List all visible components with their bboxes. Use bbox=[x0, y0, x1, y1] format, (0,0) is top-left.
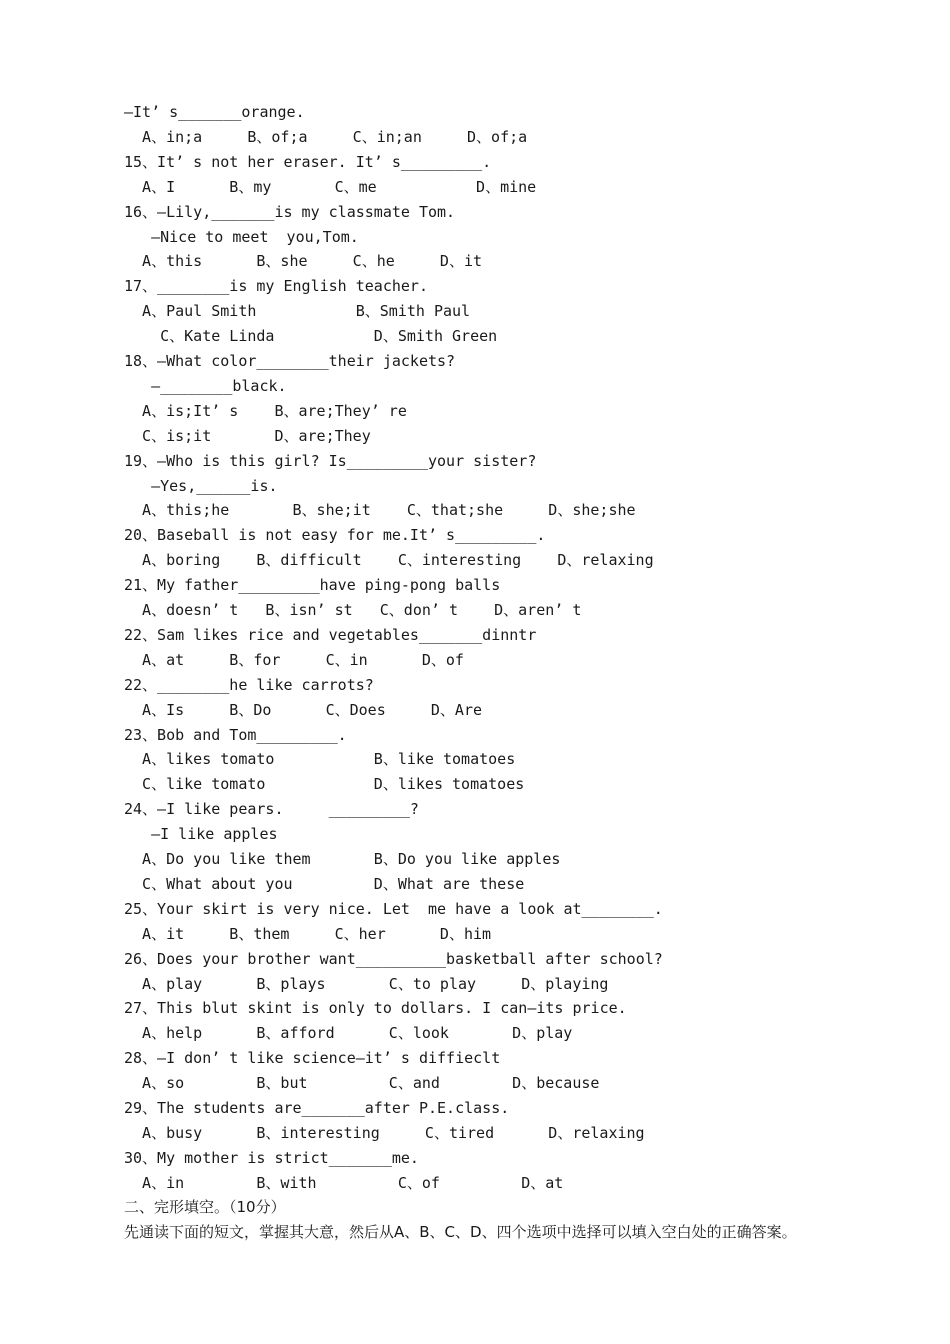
text-line: A、I B、my C、me D、mine bbox=[124, 177, 537, 196]
text-line: A、doesn’ t B、isn’ st C、don’ t D、aren’ t bbox=[124, 601, 582, 619]
text-line: A、Paul Smith B、Smith Paul bbox=[124, 302, 471, 321]
text-line: A、in;a B、of;a C、in;an D、of;a bbox=[124, 127, 528, 146]
text-line: C、Kate Linda D、Smith Green bbox=[124, 327, 498, 346]
text-line: —I like apples bbox=[124, 825, 278, 844]
text-line: 17、________is my English teacher. bbox=[124, 277, 428, 296]
text-line: A、Is B、Do C、Does D、Are bbox=[124, 700, 483, 719]
section-title: 二、完形填空。（10分） bbox=[124, 1198, 286, 1216]
text-line: 22、Sam likes rice and vegetables_______dinntr bbox=[124, 625, 537, 644]
text-line: —Yes,______is. bbox=[124, 476, 278, 495]
text-line: A、it B、them C、her D、him bbox=[124, 924, 492, 943]
text-line: —________black. bbox=[124, 376, 287, 395]
text-line: 18、—What color________their jackets? bbox=[124, 352, 456, 370]
text-line: C、What about you D、What are these bbox=[124, 874, 525, 893]
text-line: A、boring B、difficult C、interesting D、relaxing bbox=[124, 551, 654, 570]
text-line: 27、This blut skint is only to dollars. I can—its price. bbox=[124, 999, 627, 1018]
section-instruction: 先通读下面的短文，掌握其大意，然后从A、B、C、D、四个选项中选择可以填入空白处的正确答案。 bbox=[124, 1223, 797, 1241]
text-line: 30、My mother is strict_______me. bbox=[124, 1148, 419, 1167]
text-line: 15、It’ s not her eraser. It’ s_________. bbox=[124, 152, 492, 171]
text-line: 24、—I like pears. _________? bbox=[124, 800, 419, 819]
text-line: A、Do you like them B、Do you like apples bbox=[124, 850, 561, 868]
text-line: 20、Baseball is not easy for me.It’ s_________. bbox=[124, 526, 546, 545]
text-line: A、help B、afford C、look D、play bbox=[124, 1024, 573, 1043]
text-line: A、in B、with C、of D、at bbox=[124, 1173, 564, 1192]
text-line: A、this B、she C、he D、it bbox=[124, 252, 483, 271]
text-line: 28、—I don’ t like science—it’ s diffieclt bbox=[124, 1049, 501, 1068]
text-line: —It’ s_______orange. bbox=[124, 103, 305, 121]
text-line: A、is;It’ s B、are;They’ re bbox=[124, 401, 407, 420]
text-line: 26、Does your brother want__________basketball after school? bbox=[124, 949, 663, 968]
text-line: C、like tomato D、likes tomatoes bbox=[124, 775, 525, 794]
text-line: A、so B、but C、and D、because bbox=[124, 1074, 600, 1093]
text-line: A、play B、plays C、to play D、playing bbox=[124, 974, 609, 993]
text-line: C、is;it D、are;They bbox=[124, 426, 371, 445]
text-line: 25、Your skirt is very nice. Let me have a look at________. bbox=[124, 899, 663, 918]
text-line: —Nice to meet you,Tom. bbox=[124, 227, 359, 246]
text-line: A、busy B、interesting C、tired D、relaxing bbox=[124, 1123, 645, 1142]
text-line: 22、________he like carrots? bbox=[124, 675, 374, 694]
text-line: 23、Bob and Tom_________. bbox=[124, 725, 347, 744]
text-line: A、likes tomato B、like tomatoes bbox=[124, 750, 516, 769]
text-line: A、this;he B、she;it C、that;she D、she;she bbox=[124, 501, 636, 520]
text-line: 29、The students are_______after P.E.class. bbox=[124, 1099, 510, 1117]
text-line: A、at B、for C、in D、of bbox=[124, 650, 464, 669]
text-line: 19、—Who is this girl? Is_________your sister? bbox=[124, 451, 537, 470]
text-line: 21、My father_________have ping-pong balls bbox=[124, 576, 501, 595]
text-line: 16、—Lily,_______is my classmate Tom. bbox=[124, 202, 456, 221]
